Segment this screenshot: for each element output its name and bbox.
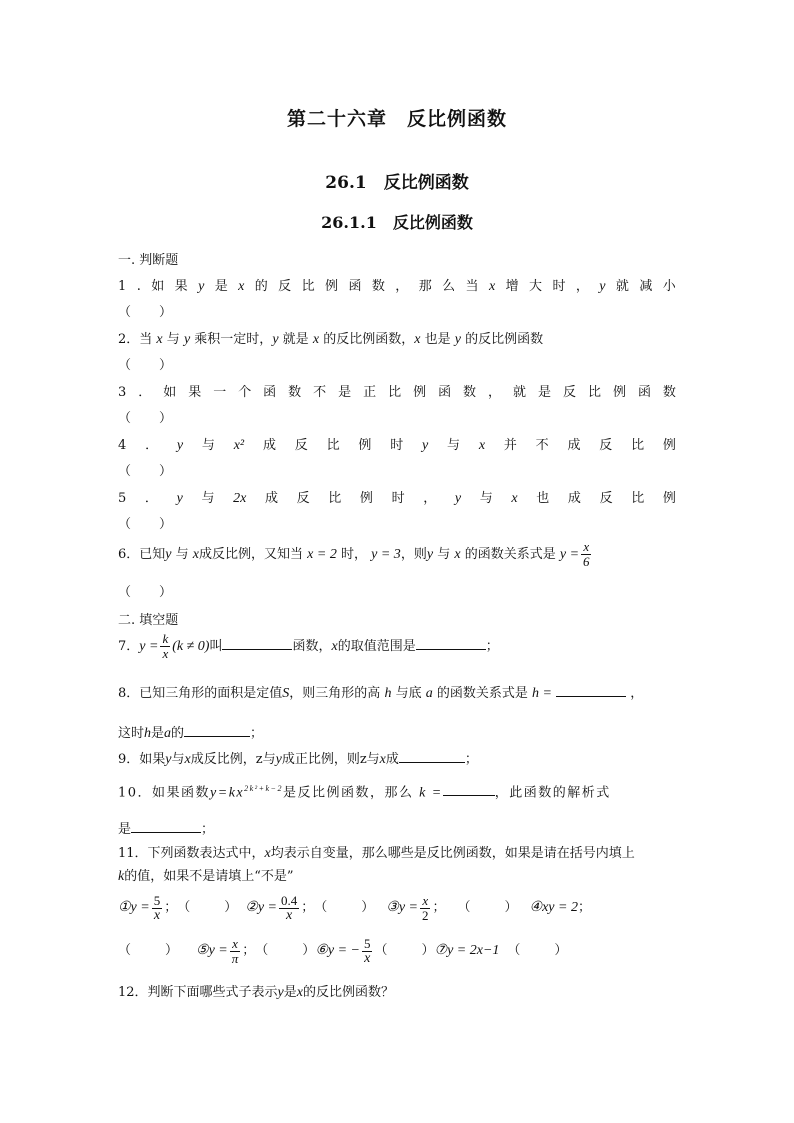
answer-paren-5: （ ） <box>118 517 173 532</box>
q5-char-3: 与 <box>201 491 215 506</box>
q4-char-2: y <box>176 438 184 453</box>
q4-char-8: 例 <box>358 438 372 453</box>
question-2: 2．当 x 与 y 乘积一定时，y 就是 x 的反比例函数，x 也是 y 的反比例函数 <box>118 332 544 347</box>
q3-char-12: 例 <box>413 385 427 400</box>
q3-char-3: 果 <box>188 385 202 400</box>
answer-paren-1: （ ） <box>118 305 173 320</box>
q4-char-6: 反 <box>294 438 308 453</box>
q1-char-0: 1 <box>118 279 127 294</box>
question-12: 12．判断下面哪些式子表示y是x的反比例函数？ <box>118 985 395 1000</box>
question-3 <box>118 384 676 402</box>
question-6: 6．已知y 与 x成反比例，又知当 x = 2 时， y = 3，则y 与 x 的函数关系式是 y = $\frac{x}{6}$ <box>118 539 590 569</box>
q1-char-8: 反 <box>278 279 292 294</box>
q3-char-9: 是 <box>338 385 352 400</box>
question-4 <box>118 437 676 455</box>
q5-char-16: 反 <box>599 491 613 506</box>
answer-paren-3: （ ） <box>118 411 173 426</box>
question-9: 9．如果y与x成反比例，z与y成正比例，则z与x成 ； <box>118 748 676 769</box>
q4-char-4: x² <box>233 438 245 453</box>
q1-char-2: 如 <box>151 279 165 294</box>
q5-char-2: y <box>176 491 183 506</box>
q5-char-9: 时 <box>391 491 405 506</box>
part2-heading: 二. 填空题 <box>118 613 179 628</box>
part1-heading: 一. 判断题 <box>118 253 179 268</box>
q4-char-7: 比 <box>326 438 340 453</box>
q1-char-10: 例 <box>325 279 339 294</box>
q5-char-14: 也 <box>536 491 550 506</box>
q4-char-16: 反 <box>599 438 613 453</box>
q3-char-14: 数 <box>463 385 477 400</box>
q1-char-7: 的 <box>254 279 268 294</box>
q1-char-17: x <box>488 279 496 294</box>
q4-char-14: 不 <box>535 438 549 453</box>
q3-char-6: 函 <box>263 385 277 400</box>
fill-blank-7b[interactable] <box>416 635 486 650</box>
answer-paren-4: （ ） <box>118 464 173 479</box>
q3-char-20: 例 <box>612 385 626 400</box>
fraction-k-over-x: $\frac{k}{x}$ <box>162 631 169 661</box>
q5-char-4: 2x <box>233 491 247 506</box>
question-11-options-row1: ①y = $\frac{5}{x}$ ； （ ） ②y = $\frac{0.4}{x}$ ； （ ） ③y = $\frac{x}{2}$ ； （ ） ④xy = 2 ； <box>118 892 591 923</box>
q3-char-11: 比 <box>388 385 402 400</box>
q3-char-8: 不 <box>313 385 327 400</box>
q1-char-16: 当 <box>465 279 479 294</box>
q3-char-7: 数 <box>288 385 302 400</box>
q5-char-6: 反 <box>296 491 310 506</box>
q3-char-4: 一 <box>213 385 227 400</box>
question-11-cont: k的值，如果不是请填上“不是” <box>118 869 294 884</box>
q1-char-21: ， <box>575 279 589 294</box>
question-8-cont: 这时h是a的 ； <box>118 722 676 743</box>
q5-char-18: 例 <box>662 491 676 506</box>
q1-char-15: 么 <box>442 279 456 294</box>
q1-char-14: 那 <box>418 279 432 294</box>
question-1 <box>118 278 676 296</box>
q4-char-11: 与 <box>447 438 461 453</box>
q5-char-7: 比 <box>328 491 342 506</box>
q1-char-3: 果 <box>174 279 188 294</box>
q4-char-13: 并 <box>503 438 517 453</box>
q4-char-5: 成 <box>262 438 276 453</box>
fill-blank-8b[interactable] <box>184 722 250 737</box>
q1-char-12: 数 <box>371 279 385 294</box>
question-10-cont: 是 ； <box>118 818 676 839</box>
q1-char-1: . <box>136 279 141 294</box>
q1-char-19: 大 <box>529 279 543 294</box>
fill-blank-10b[interactable] <box>131 818 201 833</box>
q3-char-0: 3 <box>118 385 127 400</box>
q3-char-16: 就 <box>513 385 527 400</box>
question-8: 8．已知三角形的面积是定值S，则三角形的高 h 与底 a 的函数关系式是 h = ， <box>118 682 688 703</box>
q4-char-1: ． <box>145 438 159 453</box>
q1-char-24: 减 <box>639 279 653 294</box>
q1-char-22: y <box>599 279 606 294</box>
q3-char-15: ， <box>488 385 502 400</box>
q3-char-21: 函 <box>637 385 651 400</box>
chapter-title: 第二十六章 反比例函数 <box>286 108 507 130</box>
q5-char-10: ， <box>423 491 437 506</box>
q3-char-18: 反 <box>562 385 576 400</box>
answer-paren-6: （ ） <box>118 585 173 600</box>
q4-char-15: 成 <box>567 438 581 453</box>
q4-char-18: 例 <box>662 438 676 453</box>
q5-char-17: 比 <box>631 491 645 506</box>
q4-char-3: 与 <box>201 438 215 453</box>
answer-paren-2: （ ） <box>118 358 173 373</box>
q5-char-8: 例 <box>359 491 373 506</box>
question-11-options-row2: （ ） ⑤y = $\frac{x}{\pi}$ ； （ ） ⑥y = − $\frac{5}{x}$ （ ） ⑦y = 2x −1 （ ） <box>118 935 568 966</box>
fraction-x-over-6: $\frac{x}{6}$ <box>583 539 590 569</box>
q4-char-17: 比 <box>631 438 645 453</box>
q5-char-0: 5 <box>118 491 127 506</box>
q5-char-12: 与 <box>479 491 493 506</box>
q5-char-15: 成 <box>567 491 581 506</box>
q3-char-5: 个 <box>238 385 252 400</box>
q1-char-4: y <box>198 279 205 294</box>
q1-char-5: 是 <box>214 279 228 294</box>
q1-char-20: 时 <box>552 279 566 294</box>
q3-char-1: ． <box>138 385 152 400</box>
fill-blank-9[interactable] <box>399 748 465 763</box>
q4-char-12: x <box>478 438 486 453</box>
question-7: 7．y = $\frac{k}{x}$ (k ≠ 0)叫 函数，x的取值范围是 ； <box>118 631 499 661</box>
q5-char-13: x <box>511 491 518 506</box>
q4-char-0: 4 <box>118 438 127 453</box>
q3-char-2: 如 <box>163 385 177 400</box>
q3-char-19: 比 <box>587 385 601 400</box>
q1-char-18: 增 <box>505 279 519 294</box>
question-10: 10．如果函数$y=kx^{2k^2+k-2}$是反比例函数，那么 k = ，此函数的解析式 <box>118 780 676 802</box>
question-11: 11．下列函数表达式中，x均表示自变量，那么哪些是反比例函数，如果是请在括号内填上 <box>118 846 635 861</box>
section-title: 26.1 反比例函数 <box>325 173 469 193</box>
q3-char-13: 函 <box>438 385 452 400</box>
q1-char-9: 比 <box>301 279 315 294</box>
q1-char-25: 小 <box>662 279 676 294</box>
q3-char-10: 正 <box>363 385 377 400</box>
q1-char-23: 就 <box>615 279 629 294</box>
q1-char-11: 函 <box>348 279 362 294</box>
fill-blank-7a[interactable] <box>222 635 292 650</box>
q3-char-17: 是 <box>538 385 552 400</box>
q1-char-6: x <box>238 279 245 294</box>
fill-blank-10a[interactable] <box>443 781 495 796</box>
question-5 <box>118 490 676 508</box>
q5-char-1: ． <box>144 491 158 506</box>
fill-blank-8a[interactable] <box>556 682 626 697</box>
q1-char-13: ， <box>395 279 409 294</box>
subsection-title: 26.1.1 反比例函数 <box>321 213 473 232</box>
q4-char-9: 时 <box>390 438 404 453</box>
q5-char-11: y <box>454 491 462 506</box>
q3-char-22: 数 <box>662 385 676 400</box>
q4-char-10: y <box>422 438 429 453</box>
q5-char-5: 成 <box>264 491 278 506</box>
